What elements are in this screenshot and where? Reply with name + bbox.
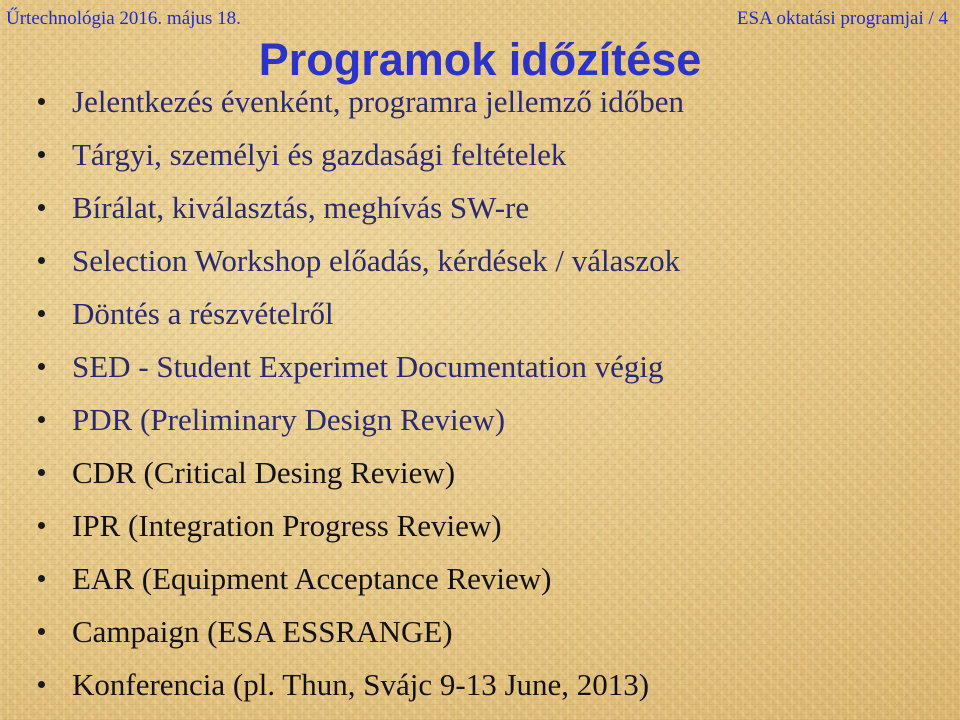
bullet-dot-icon xyxy=(38,681,45,688)
bullet-text: Campaign (ESA ESSRANGE) xyxy=(72,614,453,649)
slide-title: Programok időzítése xyxy=(258,34,702,85)
slide-series-page: ESA oktatási programjai / 4 xyxy=(736,8,948,29)
bullet-text: Jelentkezés évenként, programra jellemző időben xyxy=(72,84,684,119)
bullet-text: Konferencia (pl. Thun, Svájc 9-13 June, 2013) xyxy=(72,667,650,702)
bullet-text: PDR (Preliminary Design Review) xyxy=(72,402,506,437)
bullet-dot-icon xyxy=(38,310,45,317)
bullet-dot-icon xyxy=(38,363,45,370)
bullet-dot-icon xyxy=(38,628,45,635)
bullet-dot-icon xyxy=(38,151,45,158)
bullet-text: EAR (Equipment Acceptance Review) xyxy=(72,561,552,596)
bullet-text: SED - Student Experimet Documentation végig xyxy=(72,349,664,384)
bullet-dot-icon xyxy=(38,204,45,211)
bullet-dot-icon xyxy=(38,98,45,105)
bullet-text: Döntés a részvételről xyxy=(72,296,334,331)
bullet-dot-icon xyxy=(38,469,45,476)
bullet-text: CDR (Critical Desing Review) xyxy=(72,455,456,490)
bullet-text: Bírálat, kiválasztás, meghívás SW-re xyxy=(72,190,530,225)
bullet-dot-icon xyxy=(38,522,45,529)
bullet-dot-icon xyxy=(38,575,45,582)
slide-footer-date: Űrtechnológia 2016. május 18. xyxy=(6,8,241,29)
bullet-text: Tárgyi, személyi és gazdasági feltételek xyxy=(72,137,567,172)
bullet-dot-icon xyxy=(38,416,45,423)
bullet-text: IPR (Integration Progress Review) xyxy=(72,508,502,543)
bullet-text: Selection Workshop előadás, kérdések / válaszok xyxy=(72,243,681,278)
bullet-dot-icon xyxy=(38,257,45,264)
